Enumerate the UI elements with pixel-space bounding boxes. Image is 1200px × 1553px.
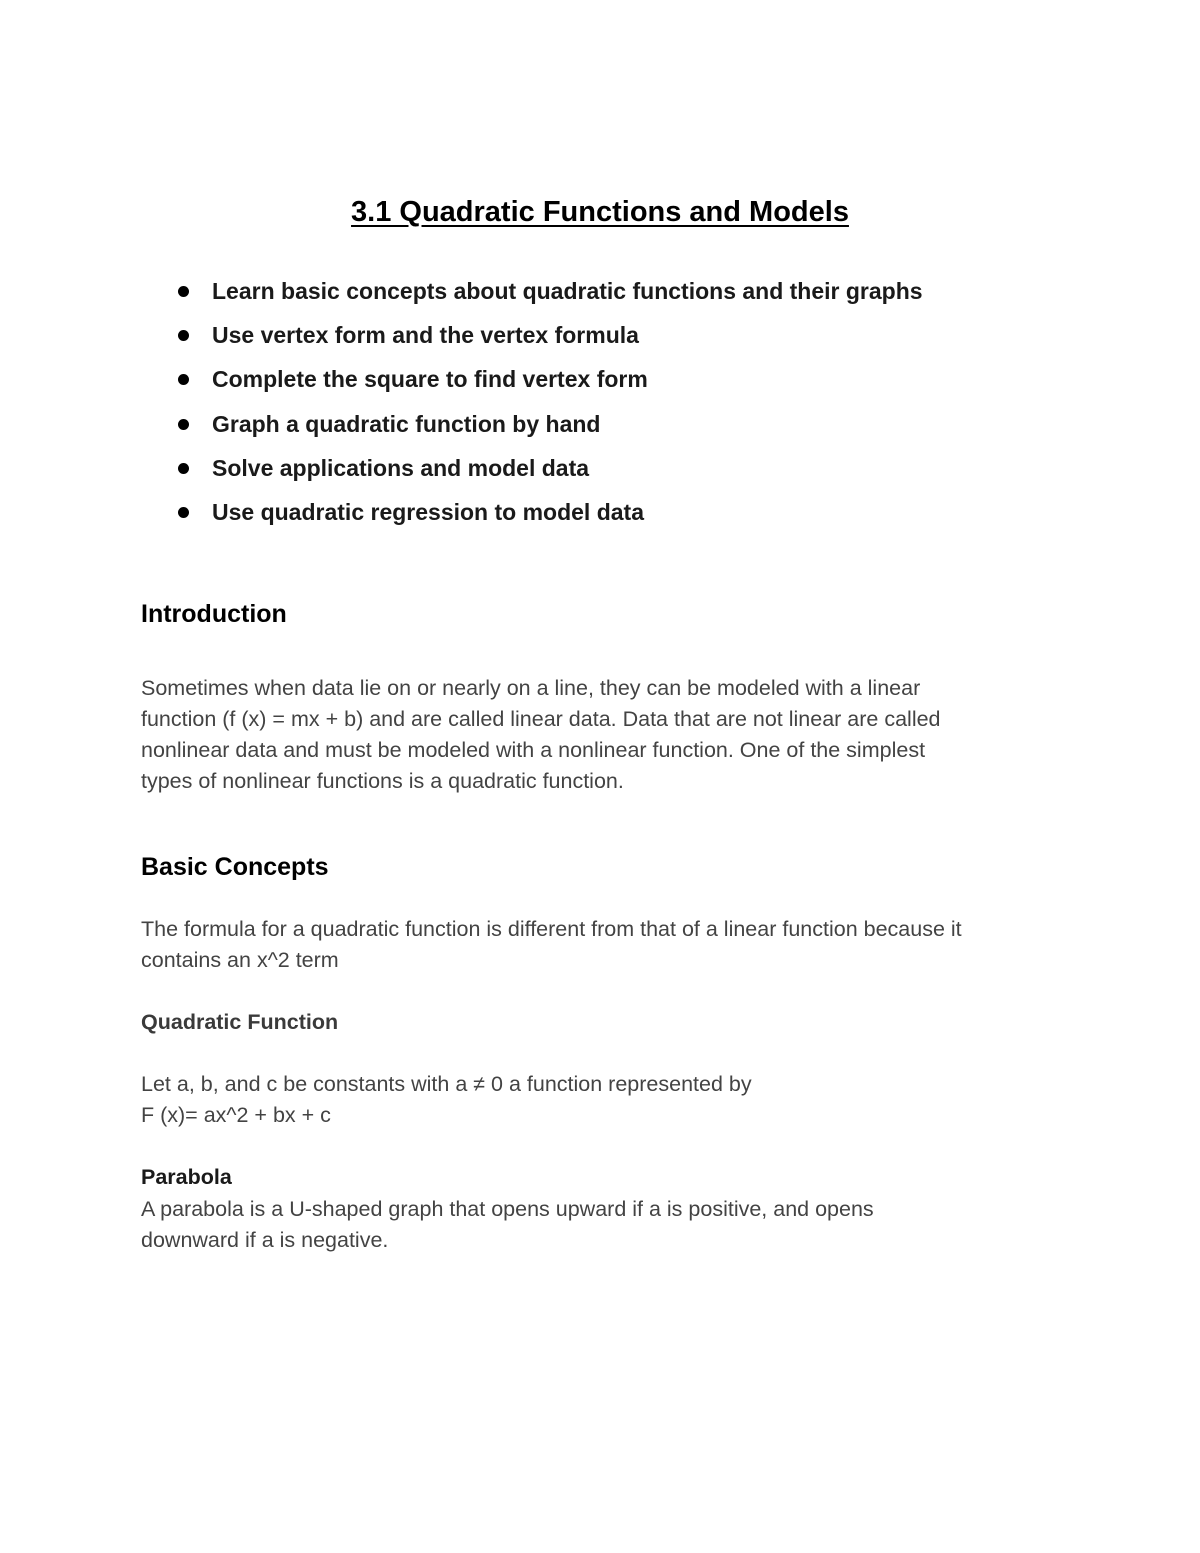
page-title: 3.1 Quadratic Functions and Models <box>351 196 849 228</box>
objective-text: Use quadratic regression to model data <box>212 498 645 525</box>
objective-text: Use vertex form and the vertex formula <box>212 322 639 349</box>
paragraph-line: contains an x^2 term <box>141 948 339 972</box>
bullet-icon <box>178 374 189 385</box>
quadratic-function-heading: Quadratic Function <box>141 1010 339 1034</box>
paragraph-line: Sometimes when data lie on or nearly on a line, they can be modeled with a linear <box>141 676 921 700</box>
parabola-definition <box>141 1194 1061 1256</box>
paragraph-line: downward if a is negative. <box>141 1228 389 1252</box>
bullet-icon <box>178 330 189 341</box>
objective-text: Learn basic concepts about quadratic functions and their graphs <box>212 278 923 304</box>
parabola-heading: Parabola <box>141 1165 232 1189</box>
basic-concepts-heading: Basic Concepts <box>141 853 329 881</box>
introduction-paragraph <box>141 673 1061 797</box>
bullet-icon <box>178 463 189 474</box>
objective-text: Solve applications and model data <box>212 454 590 481</box>
basic-concepts-paragraph <box>141 914 1061 976</box>
paragraph-line: The formula for a quadratic function is different from that of a linear function because it <box>141 917 962 941</box>
bullet-icon <box>178 507 189 518</box>
introduction-heading: Introduction <box>141 600 287 628</box>
objective-text: Complete the square to find vertex form <box>212 366 648 393</box>
objective-text: Graph a quadratic function by hand <box>212 410 601 437</box>
bullet-icon <box>178 286 189 297</box>
paragraph-line: A parabola is a U-shaped graph that opens upward if a is positive, and opens <box>141 1197 874 1221</box>
paragraph-line: F (x)= ax^2 + bx + c <box>141 1103 331 1127</box>
paragraph-line: Let a, b, and c be constants with a ≠ 0 a function represented by <box>141 1072 752 1096</box>
paragraph-line: types of nonlinear functions is a quadratic function. <box>141 769 624 793</box>
quadratic-function-definition <box>141 1069 1061 1131</box>
paragraph-line: nonlinear data and must be modeled with a nonlinear function. One of the simplest <box>141 738 926 762</box>
bullet-icon <box>178 419 189 430</box>
paragraph-line: function (f (x) = mx + b) and are called linear data. Data that are not linear are called <box>141 707 941 731</box>
